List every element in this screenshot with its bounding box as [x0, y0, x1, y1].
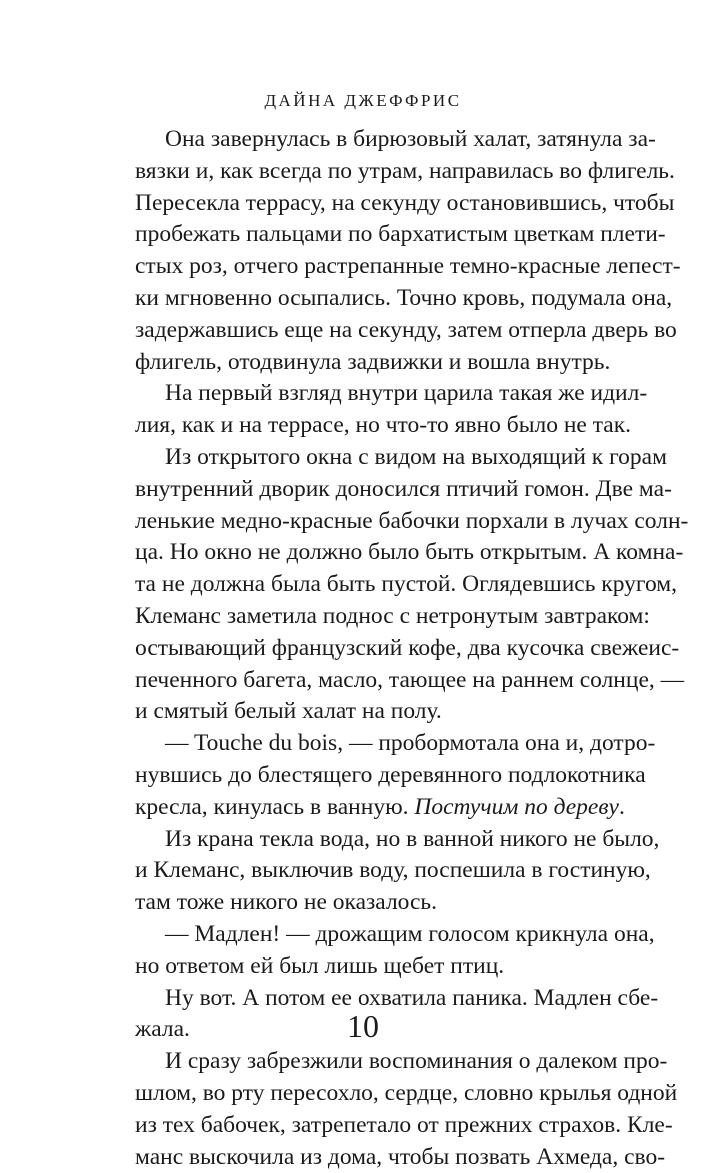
text-line: печенного багета, масло, тающее на раннем солнце, — — [135, 665, 639, 697]
text-line: там тоже никого не оказалось. — [135, 887, 639, 919]
text-line: из тех бабочек, затрепетало от прежних страхов. Кле- — [135, 1110, 639, 1142]
text-line: ленькие медно-красные бабочки порхали в лучах солн- — [135, 506, 639, 538]
text-line-with-italic — [135, 792, 639, 824]
text-line: остывающий французский кофе, два кусочка свежеис- — [135, 633, 639, 665]
text-line: Ну вот. А потом ее охватила паника. Мадлен сбе- — [135, 983, 639, 1015]
text-line: флигель, отодвинула задвижки и вошла внутрь. — [135, 347, 639, 379]
text-line: жала. — [135, 1014, 639, 1046]
text-line: — Мадлен! — дрожащим голосом крикнула она, — [135, 919, 639, 951]
text-line: манс выскочила из дома, чтобы позвать Ахмеда, сво- — [135, 1142, 639, 1173]
text-line: шлом, во рту пересохло, сердце, словно крылья одной — [135, 1078, 639, 1110]
running-header: ДАЙНА ДЖЕФФРИС — [0, 91, 726, 111]
text-line: нувшись до блестящего деревянного подлокотника — [135, 760, 639, 792]
text-line: ца. Но окно не должно было быть открытым. А комна- — [135, 537, 639, 569]
text-line: Пересекла террасу, на секунду остановившись, чтобы — [135, 188, 639, 220]
text-line: но ответом ей был лишь щебет птиц. — [135, 951, 639, 983]
text-line: Из крана текла вода, но в ванной никого не было, — [135, 824, 639, 856]
text-line: вязки и, как всегда по утрам, направилась во флигель. — [135, 156, 639, 188]
text-line: стых роз, отчего растрепанные темно-красные лепест- — [135, 251, 639, 283]
text-line: внутренний дворик доносился птичий гомон. Две ма- — [135, 474, 639, 506]
text-line-lead: кресла, кинулась в ванную. — [135, 794, 414, 820]
text-line: Клеманс заметила поднос с нетронутым завтраком: — [135, 601, 639, 633]
text-line: — Touche du bois, — пробормотала она и, дотро- — [135, 728, 639, 760]
text-line: На первый взгляд внутри царила такая же идил- — [135, 378, 639, 410]
text-line: Она завернулась в бирюзовый халат, затянула за- — [135, 124, 639, 156]
text-line: и Клеманс, выключив воду, поспешила в гостиную, — [135, 855, 639, 887]
text-line: Из открытого окна с видом на выходящий к горам — [135, 442, 639, 474]
page-number: 10 — [0, 1006, 726, 1046]
text-line: лия, как и на террасе, но что-то явно было не так. — [135, 410, 639, 442]
text-line: задержавшись еще на секунду, затем отперла дверь во — [135, 315, 639, 347]
text-line: та не должна была быть пустой. Оглядевшись кругом, — [135, 569, 639, 601]
italic-phrase: Постучим по дереву — [414, 794, 619, 820]
text-line: пробежать пальцами по бархатистым цветкам плети- — [135, 219, 639, 251]
text-line: и смятый белый халат на полу. — [135, 696, 639, 728]
text-line: И сразу забрезжили воспоминания о далеком про- — [135, 1046, 639, 1078]
text-line: ки мгновенно осыпались. Точно кровь, подумала она, — [135, 283, 639, 315]
italic-trailing-punctuation: . — [619, 794, 625, 820]
